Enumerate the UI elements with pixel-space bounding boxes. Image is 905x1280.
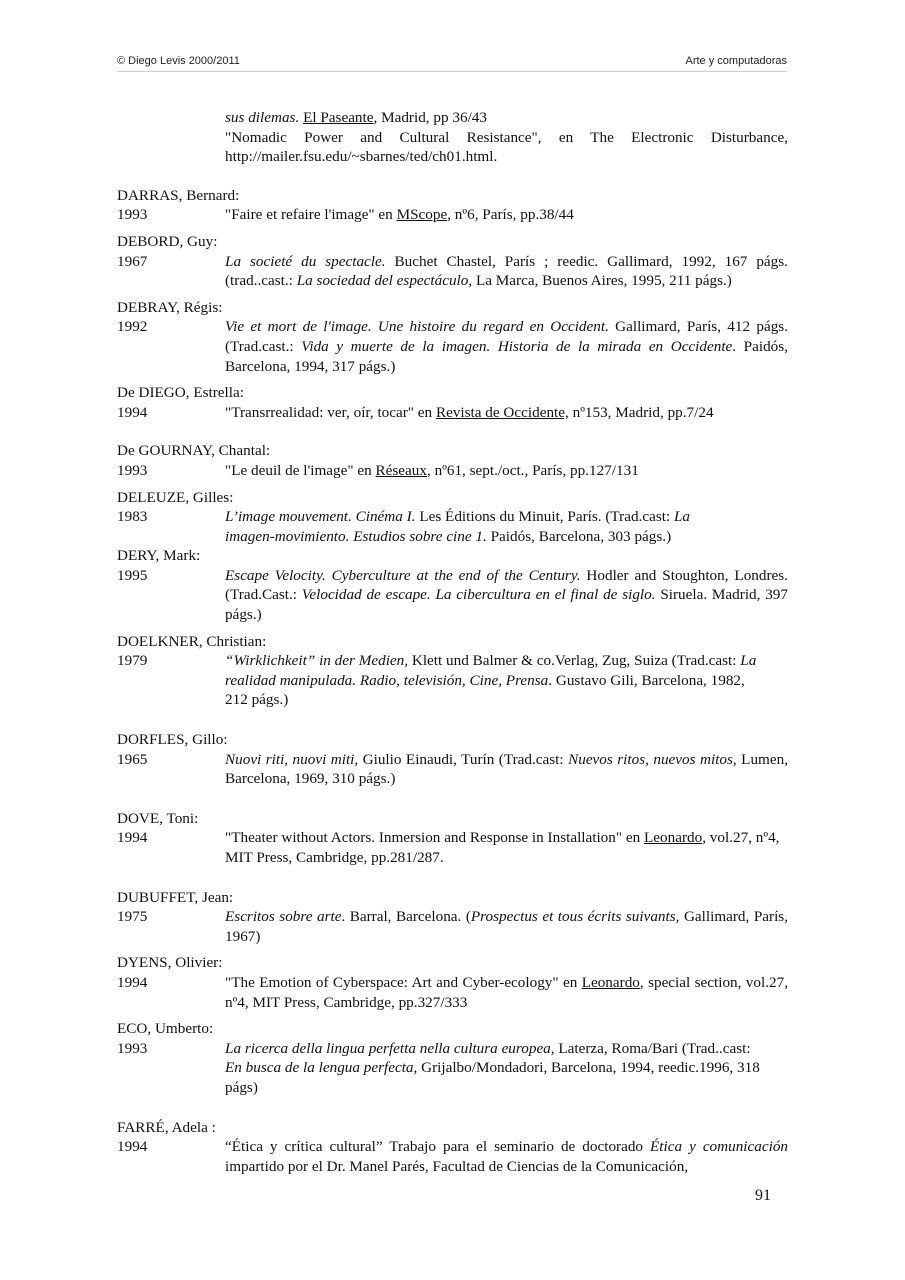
entry-reference: Escritos sobre arte. Barral, Barcelona. (Prospectus et tous écrits suivants, Gallimard, París, 1967) <box>225 908 789 945</box>
entry-author: DYENS, Olivier: <box>117 954 223 972</box>
entry-reference: "Theater without Actors. Inmersion and Response in Installation" en Leonardo, vol.27, nº4, MIT Press, Cambridge, pp.281/287. <box>225 829 780 866</box>
entry-year: 1975 <box>117 908 148 926</box>
entry-author: DEBRAY, Régis: <box>117 298 223 316</box>
entry-dery <box>117 546 788 624</box>
page-header <box>117 55 787 72</box>
entry-reference: Nuovi riti, nuovi miti, Giulio Einaudi, Turín (Trad.cast: Nuevos ritos, nuevos mitos, Lumen, Barcelona, 1969, 310 págs.) <box>225 750 788 788</box>
entry-reference: L’image mouvement. Cinéma I. Les Éditions du Minuit, París. (Trad.cast: La imagen-movimiento. Estudios sobre cine 1. Paidós, Barcelona, 303 págs.) <box>225 508 691 545</box>
entry-reference: Vie et mort de l'image. Une histoire du regard en Occident. Gallimard, París, 412 págs. (Trad.cast.: Vida y muerte de la imagen. Historia de la mirada en Occidente. Paidós, Barcelona, 1994, 317 págs.) <box>225 318 788 375</box>
entry-year: 1965 <box>117 750 148 768</box>
entry-author: DOVE, Toni: <box>117 809 199 827</box>
entry-reference: "Le deuil de l'image" en Réseaux, nº61, sept./oct., París, pp.127/131 <box>225 461 639 479</box>
entry-author: DELEUZE, Gilles: <box>117 488 234 506</box>
entry-de-diego <box>117 383 788 422</box>
entry-deleuze <box>117 488 788 547</box>
entry-dubuffet <box>117 888 788 947</box>
entry-author: FARRÉ, Adela : <box>117 1118 216 1136</box>
entry-year: 1994 <box>117 829 148 847</box>
entry-reference: "Transrrealidad: ver, oír, tocar" en Revista de Occidente, nº153, Madrid, pp.7/24 <box>225 403 714 421</box>
entry-author: DERY, Mark: <box>117 547 201 565</box>
entry-eco <box>117 1019 788 1097</box>
entry-author: DOELKNER, Christian: <box>117 632 267 650</box>
entry-debray <box>117 298 788 376</box>
entry-reference: Escape Velocity. Cyberculture at the end of the Century. Hodler and Stoughton, Londres. (Trad.Cast.: Velocidad de escape. La cibercultura en el final de siglo. Siruela. Madrid, 397 págs.) <box>225 566 788 624</box>
entry-reference: La ricerca della lingua perfetta nella cultura europea, Laterza, Roma/Bari (Trad..cast: En busca de la lengua perfecta, Grijalbo/Mondadori, Barcelona, 1994, reedic.1996, 318 págs) <box>225 1039 760 1096</box>
entry-reference: “Ética y crítica cultural” Trabajo para el seminario de doctorado Ética y comunicación impartido por el Dr. Manel Parés, Facultad de Ciencias de la Comunicación, <box>225 1138 789 1175</box>
entry-year: 1979 <box>117 652 148 670</box>
entry-year: 1992 <box>117 318 148 336</box>
header-copyright: © Diego Levis 2000/2011 <box>117 55 240 67</box>
entry-author: DARRAS, Bernard: <box>117 186 240 204</box>
entry-year: 1994 <box>117 973 148 991</box>
entry-reference: “Wirklichkeit” in der Medien, Klett und Balmer & co.Verlag, Zug, Suiza (Trad.cast: La realidad manipulada. Radio, televisión, Cine, Prensa. Gustavo Gili, Barcelona, 1982, 212 págs.) <box>225 652 757 709</box>
entry-doelkner <box>117 632 788 710</box>
entry-de-gournay <box>117 441 788 480</box>
entry-author: DUBUFFET, Jean: <box>117 888 234 906</box>
entry-farre <box>117 1118 788 1177</box>
entry-darras <box>117 186 788 225</box>
entry-continuation: sus dilemas. El Paseante, Madrid, pp 36/43 "Nomadic Power and Cultural Resistance", en The Electronic Disturbance, http://mailer.fsu.edu/~sbarnes/ted/ch01.html. <box>225 109 788 166</box>
entry-author: DEBORD, Guy: <box>117 232 218 250</box>
entry-reference: "The Emotion of Cyberspace: Art and Cyber-ecology" en Leonardo, special section, vol.27, nº4, MIT Press, Cambridge, pp.327/333 <box>225 973 788 1011</box>
entry-year: 1983 <box>117 508 148 526</box>
entry-author: De GOURNAY, Chantal: <box>117 442 271 460</box>
entry-reference: La societé du spectacle. Buchet Chastel, París ; reedic. Gallimard, 1992, 167 págs. (trad..cast.: La sociedad del espectáculo, La Marca, Buenos Aires, 1995, 211 págs.) <box>225 252 788 290</box>
entry-year: 1995 <box>117 566 148 584</box>
page-number: 91 <box>755 1187 771 1204</box>
entry-author: De DIEGO, Estrella: <box>117 384 244 402</box>
entry-debord <box>117 232 788 291</box>
entry-year: 1967 <box>117 252 148 270</box>
entry-author: DORFLES, Gillo: <box>117 731 228 749</box>
entry-reference: "Faire et refaire l'image" en MScope, nº6, París, pp.38/44 <box>225 206 574 224</box>
entry-dyens <box>117 953 788 1012</box>
entry-year: 1994 <box>117 403 148 421</box>
header-book-title: Arte y computadoras <box>685 55 787 67</box>
entry-dorfles <box>117 730 788 789</box>
entry-dove <box>117 809 788 868</box>
entry-year: 1993 <box>117 206 148 224</box>
entry-author: ECO, Umberto: <box>117 1020 214 1038</box>
entry-year: 1993 <box>117 1039 148 1057</box>
entry-year: 1994 <box>117 1138 148 1156</box>
entry-year: 1993 <box>117 461 148 479</box>
bibliography <box>117 108 788 1176</box>
